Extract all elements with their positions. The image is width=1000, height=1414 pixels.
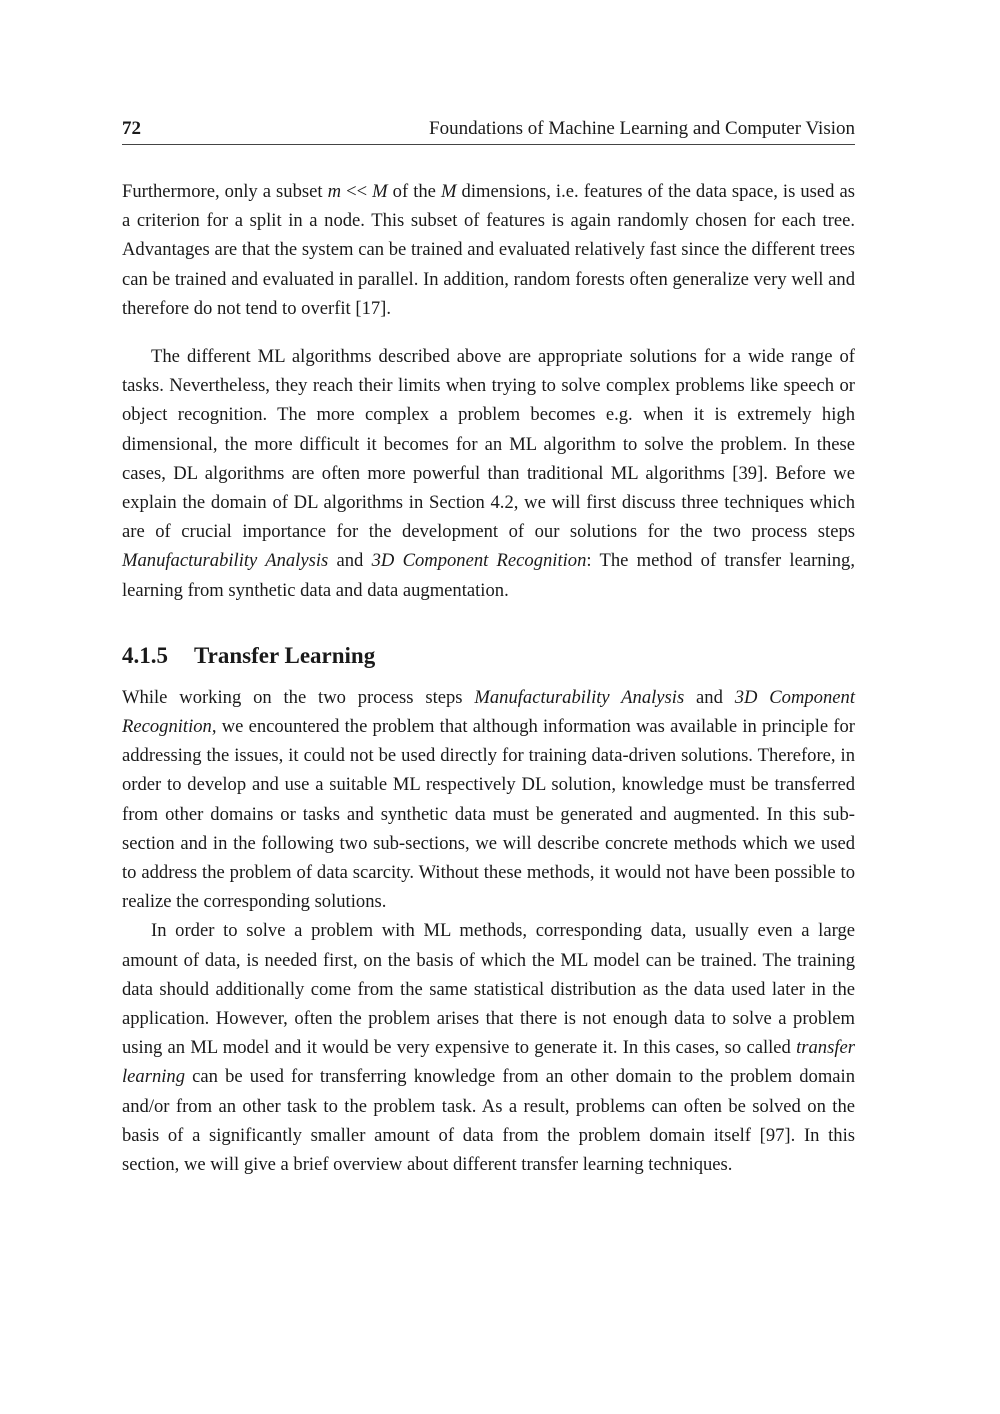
paragraph-4-text-1: In order to solve a problem with ML methods, corresponding data, usually even a large amount of data, is needed first, on the basis of which the ML model can be trained. The training data should additionally come from the same statistical distribution as the data used later in the application. However, often the problem arises that there is not enough data to solve a problem using an ML model and it would be very expensive to generate it. In this cases, so called — [122, 920, 855, 1059]
math-M-symbol-second: M — [440, 181, 457, 202]
section-heading — [122, 641, 855, 671]
paragraph-4-emphasis-transfer-learning: transfer learning — [122, 1037, 855, 1088]
paragraph-transfer-learning-definition — [122, 916, 855, 1179]
paragraph-3-text-2: and — [684, 686, 735, 708]
paragraph-3-emphasis-3d-recognition: 3D Component Recognition — [122, 686, 855, 738]
paragraph-1-text-3: of the — [387, 181, 441, 202]
paragraph-2-emphasis-manufacturability: Manufacturability Analysis — [122, 550, 329, 572]
running-head — [122, 118, 855, 145]
paragraph-transfer-learning-motivation — [122, 683, 855, 917]
paragraph-1-text-1: Furthermore, only a subset — [122, 181, 328, 202]
paragraph-2-text-3: : The method of transfer learning, learning from synthetic data and data augmentation. — [122, 550, 856, 601]
paragraph-2-text-2: and — [328, 550, 372, 572]
paragraph-random-forest-features — [122, 177, 855, 323]
paragraph-2-text-1: The different ML algorithms described above are appropriate solutions for a wide range of tasks. Nevertheless, they reach their limits when trying to solve complex problems like speech or object recognition. The more complex a problem becomes e.g. when it is extremely high dimensional, the more difficult it becomes for an ML algorithm to solve the problem. In these cases, DL algorithms are often more powerful than traditional ML algorithms [39]. Before we explain the domain of DL algorithms in Section 4.2, we will first discuss three techniques which are of crucial importance for the development of our solutions for the two process steps — [122, 346, 855, 543]
paragraph-2-emphasis-3d-recognition: 3D Component Recognition — [371, 550, 587, 572]
running-title: Foundations of Machine Learning and Computer Vision — [429, 118, 855, 139]
paragraph-1-text-4: dimensions, i.e. features of the data space, is used as a criterion for a split in a node. This subset of features is again randomly chosen for each tree. Advantages are that the system can be trained and evaluated relatively fast since the different trees can be trained and evaluated in parallel. In addition, random forests often generalize very well and therefore do not tend to overfit [17]. — [122, 181, 855, 319]
paragraph-4-text-2: can be used for transferring knowledge from an other domain to the problem domain and/or from an other task to the problem task. As a result, problems can often be solved on the basis of a significantly smaller amount of data from the problem domain itself [97]. In this section, we will give a brief overview about different transfer learning techniques. — [122, 1066, 855, 1176]
page-number: 72 — [122, 118, 141, 139]
book-page — [122, 118, 855, 1179]
paragraph-3-emphasis-manufacturability: Manufacturability Analysis — [474, 686, 685, 708]
paragraph-ml-limits — [122, 342, 855, 605]
paragraph-3-text-3: , we encountered the problem that although information was available in principle for addressing the issues, it could not be used directly for training data-driven solutions. Therefore, in order to develop and use a suitable ML respectively DL solution, knowledge must be transferred from other domains or tasks and synthetic data must be generated and augmented. In this sub-section and in the following two sub-sections, we will describe concrete methods which we used to address the problem of data scarcity. Without these methods, it would not have been possible to realize the corresponding solutions. — [122, 716, 855, 913]
paragraph-3-text-1: While working on the two process steps — [122, 686, 475, 708]
math-m-symbol: m — [327, 181, 342, 202]
section-title: Transfer Learning — [194, 642, 376, 668]
section-number: 4.1.5 — [122, 642, 168, 668]
paragraph-1-text-2: << — [341, 181, 373, 202]
math-M-symbol: M — [372, 181, 388, 202]
body-text — [122, 177, 855, 1179]
